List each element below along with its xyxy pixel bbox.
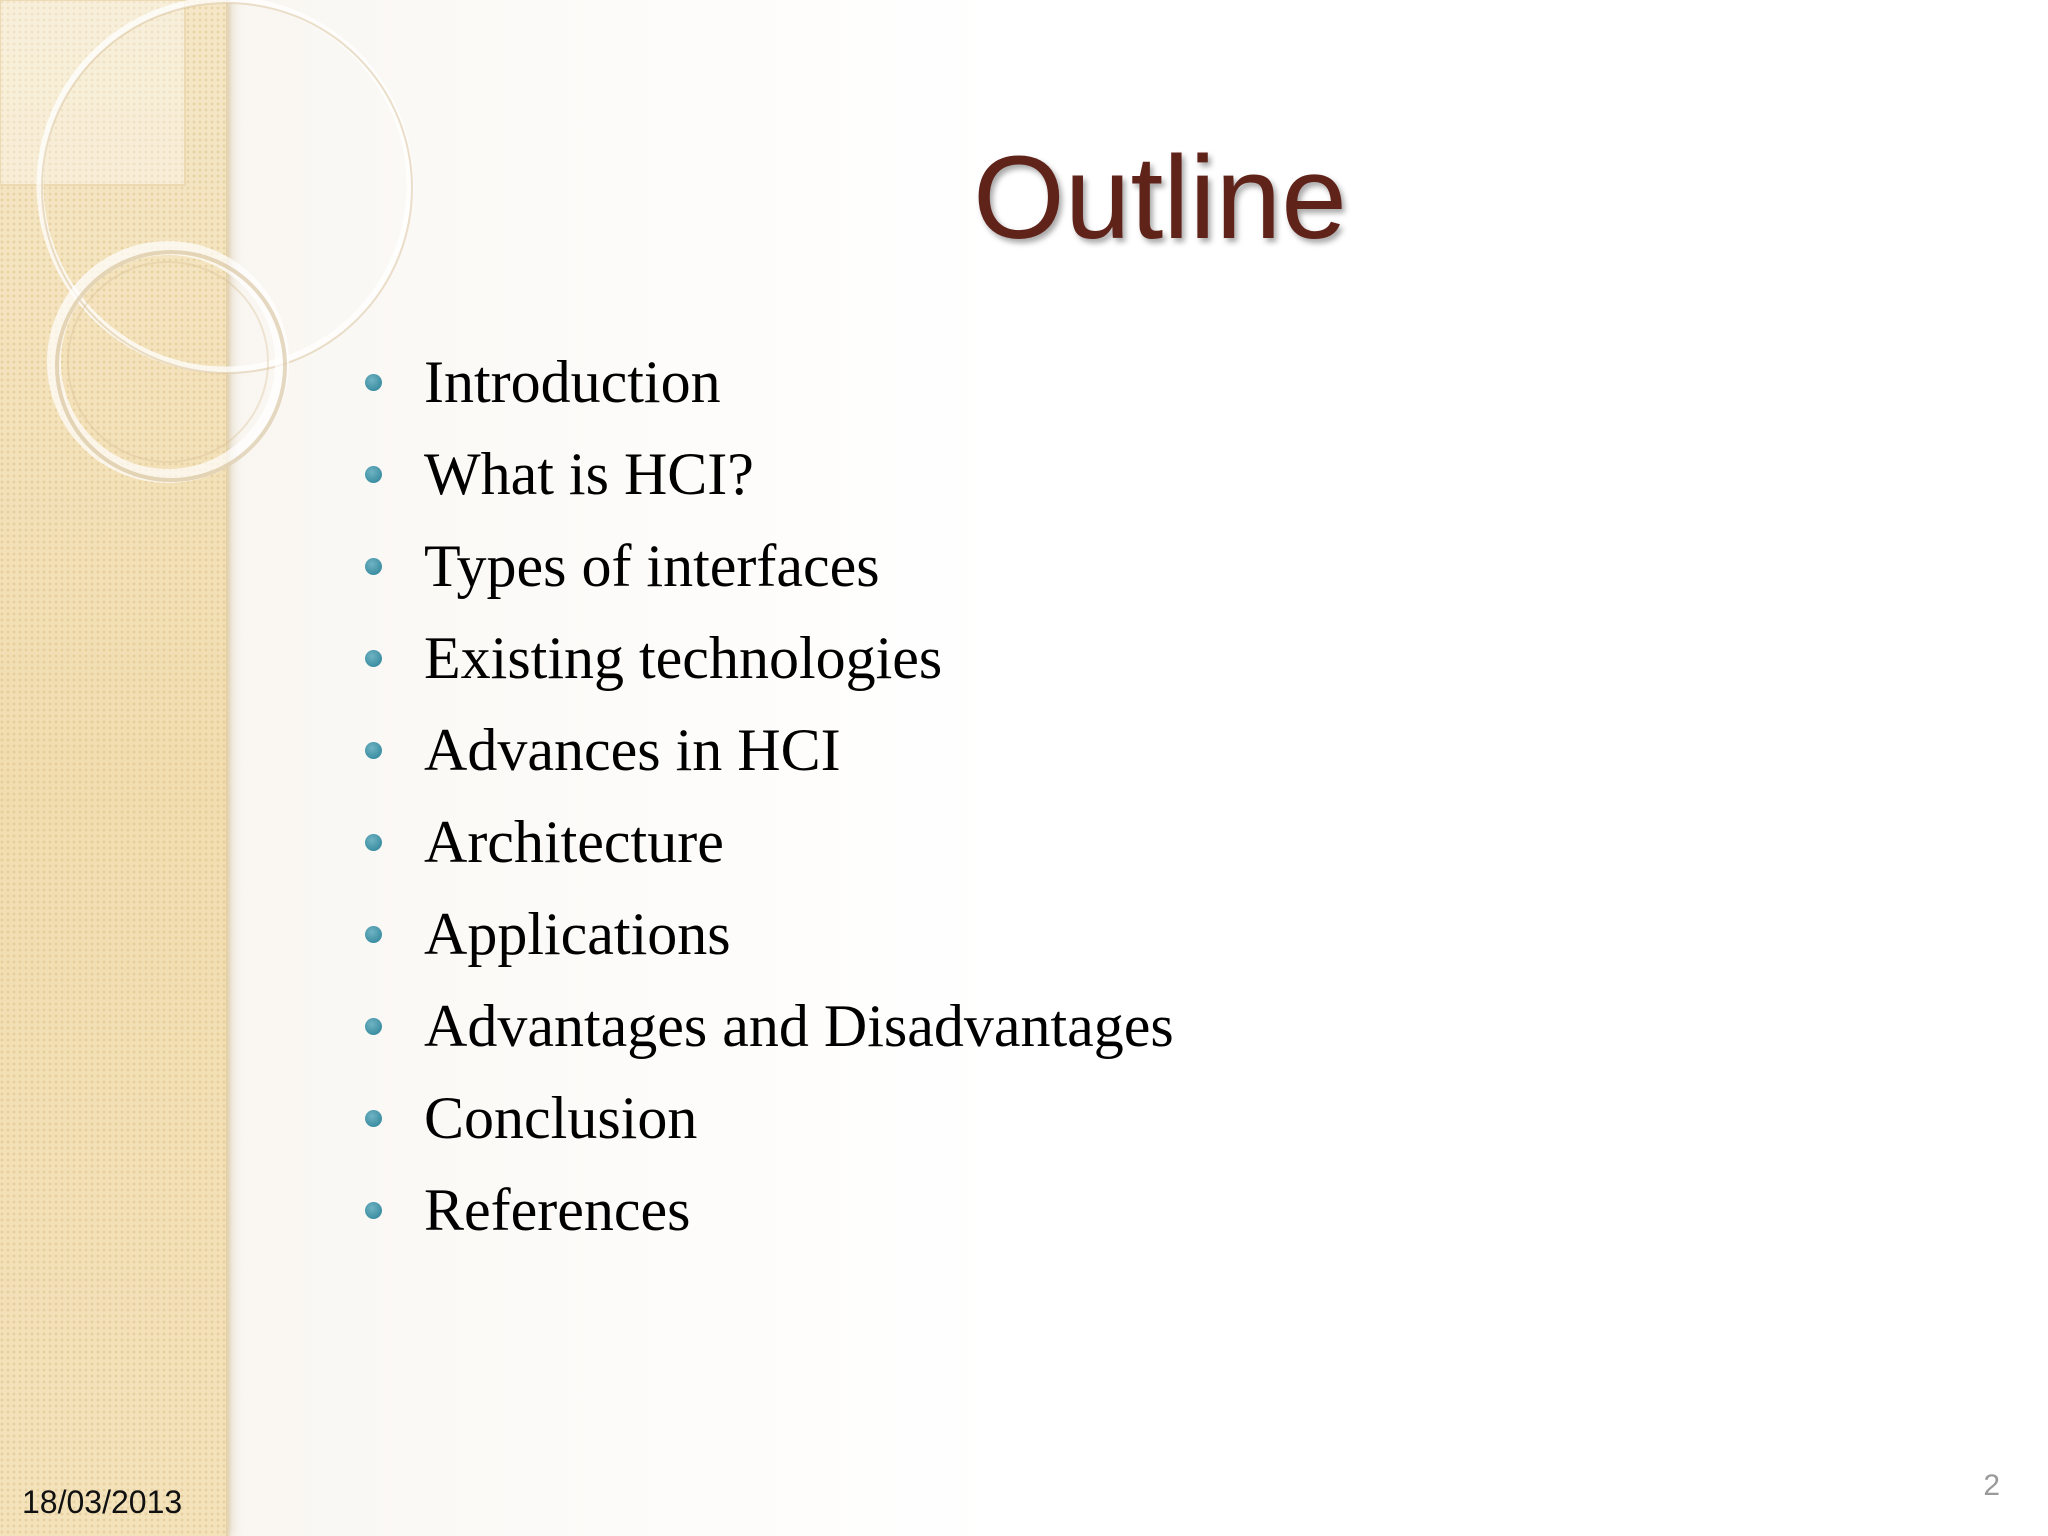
list-item-label: Advances in HCI: [424, 717, 841, 783]
list-item-label: References: [424, 1177, 691, 1243]
bullet-icon: [365, 742, 382, 759]
slide-number: 2: [1983, 1469, 2000, 1502]
ring-ornament-icon: [0, 0, 240, 520]
bullet-icon: [365, 1110, 382, 1127]
bullet-icon: [365, 1202, 382, 1219]
bullet-icon: [365, 374, 382, 391]
footer-date: 18/03/2013: [22, 1484, 183, 1520]
list-item-label: Applications: [424, 901, 731, 967]
list-item-label: Existing technologies: [424, 625, 943, 691]
list-item-label: Advantages and Disadvantages: [424, 993, 1174, 1059]
bullet-icon: [365, 558, 382, 575]
list-item-label: Architecture: [424, 809, 724, 875]
slide-title: Outline: [973, 132, 1347, 264]
list-item-label: Types of interfaces: [424, 533, 880, 599]
bullet-icon: [365, 1018, 382, 1035]
bullet-icon: [365, 834, 382, 851]
bullet-icon: [365, 650, 382, 667]
list-item-label: What is HCI?: [424, 441, 754, 507]
list-item-label: Introduction: [424, 349, 721, 415]
bullet-icon: [365, 466, 382, 483]
list-item-label: Conclusion: [424, 1085, 698, 1151]
bullet-icon: [365, 926, 382, 943]
